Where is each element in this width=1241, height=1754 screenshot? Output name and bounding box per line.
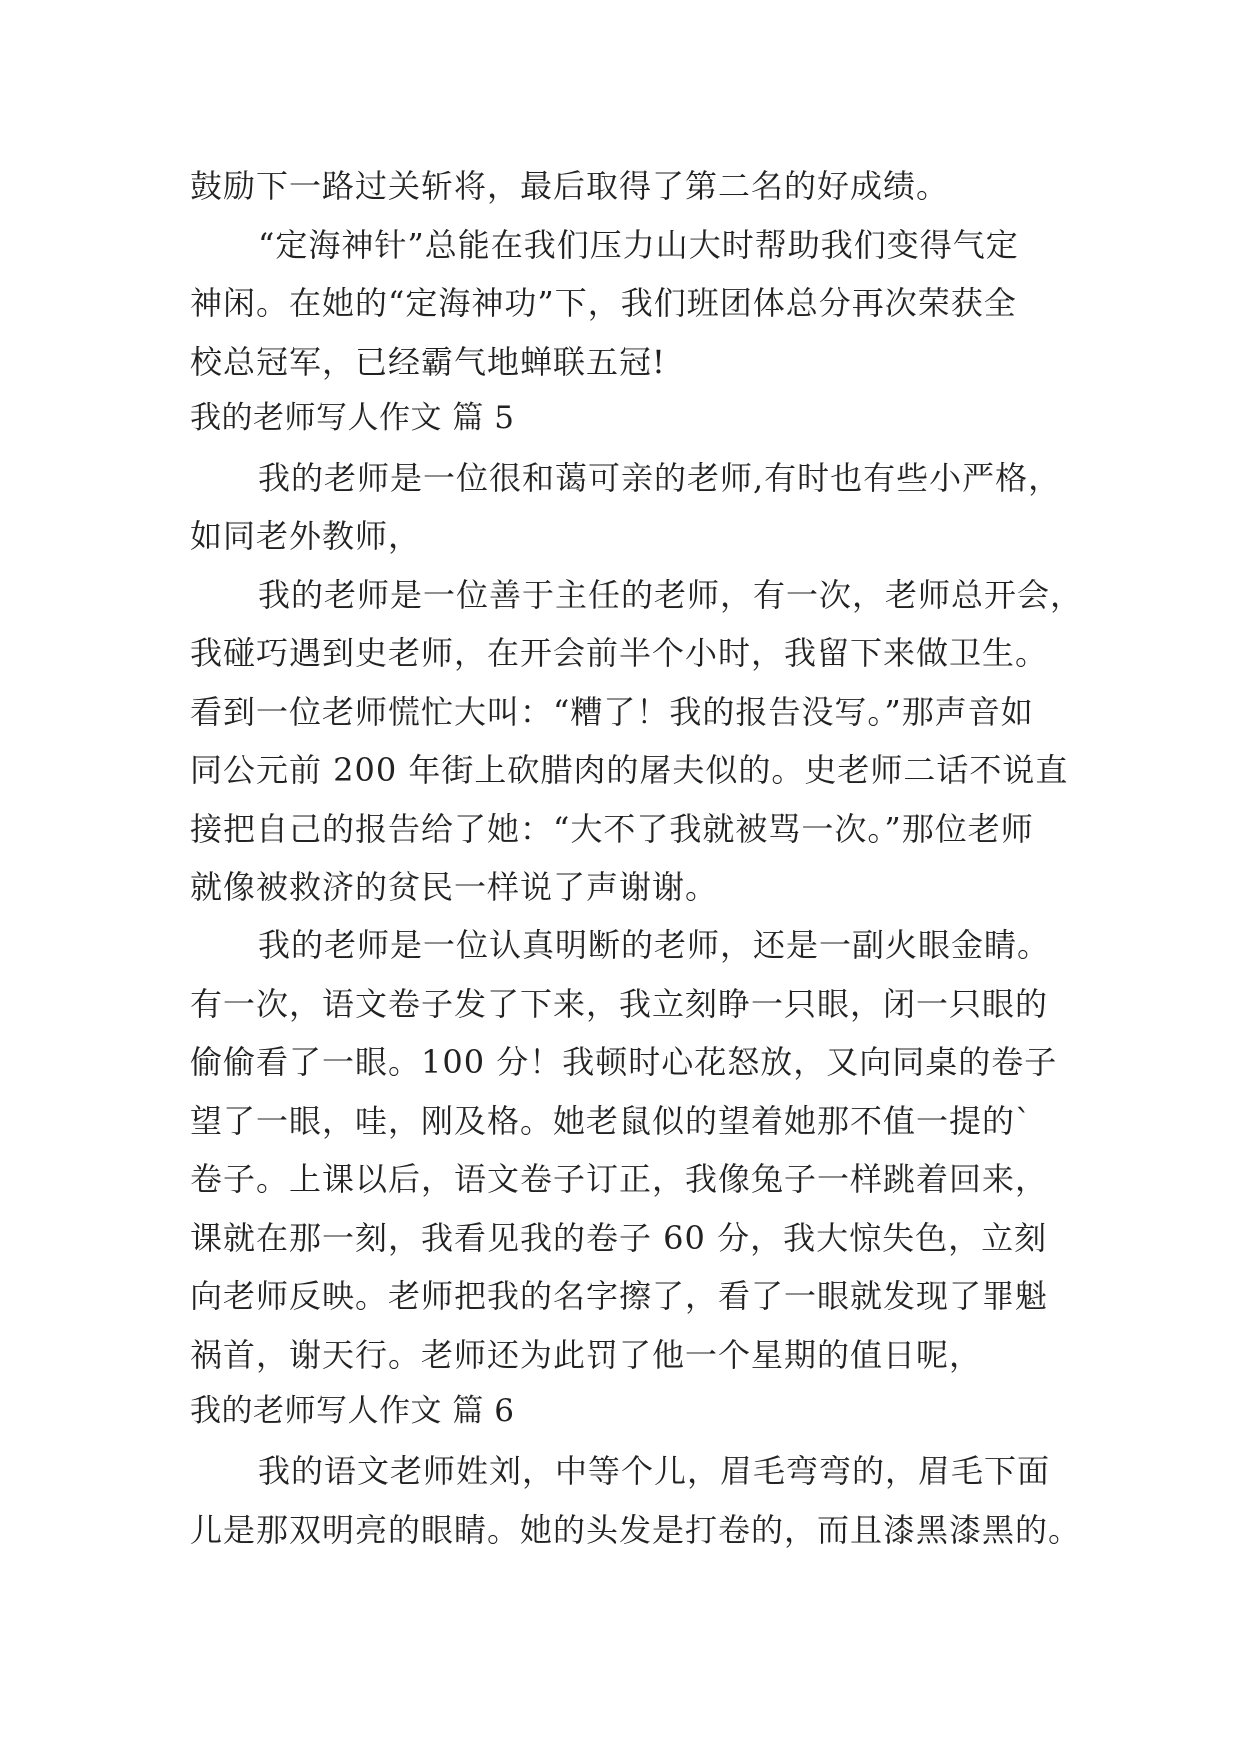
text-line: 看到一位老师慌忙大叫：“糟了！我的报告没写。”那声音如 bbox=[190, 693, 1034, 731]
section-heading: 我的老师写人作文 篇 6 bbox=[190, 1393, 515, 1429]
text-line: 校总冠军，已经霸气地蝉联五冠! bbox=[190, 343, 666, 381]
text-line: 我的老师是一位善于主任的老师，有一次，老师总开会， bbox=[258, 576, 1084, 614]
text-line: 有一次，语文卷子发了下来，我立刻睁一只眼，闭一只眼的 bbox=[190, 985, 1049, 1023]
text-line: 向老师反映。老师把我的名字擦了，看了一眼就发现了罪魁 bbox=[190, 1277, 1049, 1315]
text-line: 卷子。上课以后，语文卷子订正，我像兔子一样跳着回来， bbox=[190, 1160, 1049, 1198]
text-line: 我的语文老师姓刘，中等个儿，眉毛弯弯的，眉毛下面 bbox=[258, 1452, 1051, 1490]
text-line: 我的老师是一位很和蔼可亲的老师,有时也有些小严格， bbox=[258, 459, 1062, 497]
text-line: 鼓励下一路过关斩将，最后取得了第二名的好成绩。 bbox=[190, 167, 950, 205]
text-line: 儿是那双明亮的眼睛。她的头发是打卷的，而且漆黑漆黑的。 bbox=[190, 1511, 1082, 1549]
text-line: 望了一眼，哇，刚及格。她老鼠似的望着她那不值一提的` bbox=[190, 1102, 1033, 1140]
text-line: 神闲。在她的“定海神功”下，我们班团体总分再次荣获全 bbox=[190, 284, 1017, 322]
text-line: 如同老外教师， bbox=[190, 517, 422, 555]
text-line: 我碰巧遇到史老师，在开会前半个小时，我留下来做卫生。 bbox=[190, 634, 1049, 672]
text-line: 接把自己的报告给了她：“大不了我就被骂一次。”那位老师 bbox=[190, 810, 1034, 848]
text-line: 我的老师是一位认真明断的老师，还是一副火眼金睛。 bbox=[258, 926, 1051, 964]
text-line: 就像被救济的贫民一样说了声谢谢。 bbox=[190, 868, 719, 906]
text-line: 课就在那一刻，我看见我的卷子 60 分，我大惊失色，立刻 bbox=[190, 1219, 1048, 1257]
text-line: 祸首，谢天行。老师还为此罚了他一个星期的值日呢， bbox=[190, 1336, 983, 1374]
text-line: 偷偷看了一眼。100 分！我顿时心花怒放，又向同桌的卷子 bbox=[190, 1043, 1058, 1081]
text-line: “定海神针”总能在我们压力山大时帮助我们变得气定 bbox=[258, 226, 1019, 264]
section-heading: 我的老师写人作文 篇 5 bbox=[190, 400, 515, 436]
text-line: 同公元前 200 年街上砍腊肉的屠夫似的。史老师二话不说直 bbox=[190, 751, 1069, 789]
